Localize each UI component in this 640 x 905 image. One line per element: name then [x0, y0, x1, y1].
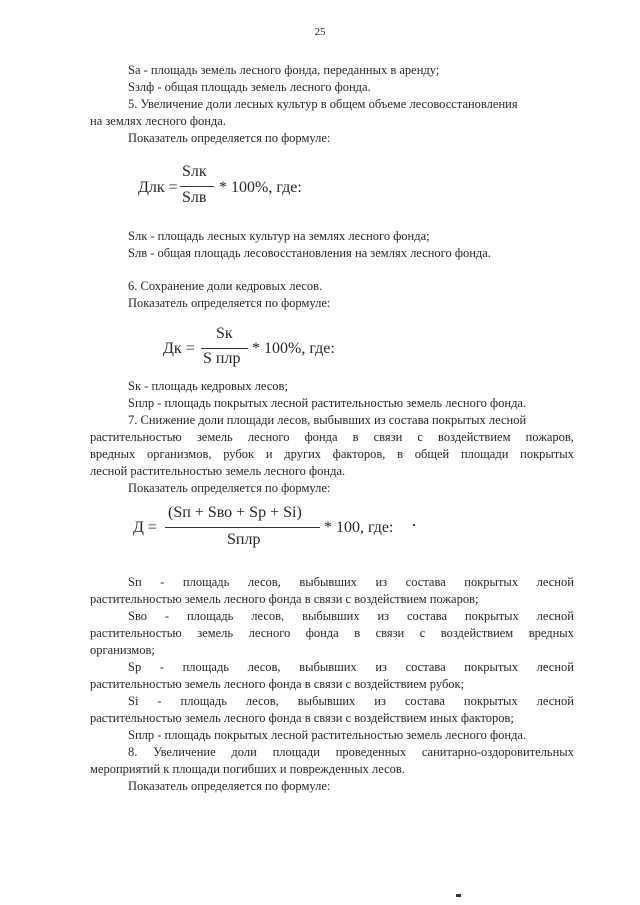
si-definition-line-2: растительностью земель лесного фонда в связи с воздействием иных факторов; [90, 711, 514, 725]
scan-mark [456, 894, 461, 897]
formula-dk-numerator: Sк [216, 325, 233, 342]
item-8-line-2: мероприятий к площади погибших и поврежденных лесов. [90, 762, 405, 776]
formula-dk-lhs: Дк = [163, 340, 195, 357]
item-7-line-3: вредных организмов, рубок и других факторов, в общей площади покрытых [90, 447, 574, 461]
slv-definition: Sлв - общая площадь лесовосстановления на землях лесного фонда. [128, 246, 491, 260]
formula-d-denominator: Sплр [227, 531, 261, 548]
svo-definition-line-2: растительностью земель лесного фонда в связи с воздействием вредных [90, 626, 574, 640]
formula-dk-denominator: S плр [203, 350, 241, 367]
page-number: 25 [314, 26, 326, 38]
formula-intro-4: Показатель определяется по формуле: [128, 779, 331, 793]
svo-definition-line-3: организмов; [90, 643, 155, 657]
slk-definition: Sлк - площадь лесных культур на землях лесного фонда; [128, 229, 430, 243]
item-8-line-1: 8. Увеличение доли площади проведенных санитарно-оздоровительных [128, 745, 574, 759]
formula-intro-2: Показатель определяется по формуле: [128, 296, 331, 310]
formula-dlk-fraction-bar [180, 186, 214, 187]
item-5-line-2: на землях лесного фонда. [90, 114, 226, 128]
item-7-line-1: 7. Снижение доли площади лесов, выбывших из состава покрытых лесной [128, 413, 527, 427]
formula-dlk-rhs: * 100%, где: [219, 179, 302, 196]
sk-definition: Sк - площадь кедровых лесов; [128, 379, 288, 393]
sa-definition: Sa - площадь земель лесного фонда, переданных в аренду; [128, 63, 440, 77]
formula-intro-3: Показатель определяется по формуле: [128, 481, 331, 495]
sr-definition-line-2: растительностью земель лесного фонда в связи с воздействием рубок; [90, 677, 465, 691]
splr-definition-2: Sплр - площадь покрытых лесной растительностью земель лесного фонда. [128, 728, 527, 742]
item-6: 6. Сохранение доли кедровых лесов. [128, 279, 323, 293]
si-definition-line-1: Si - площадь лесов, выбывших из состава покрытых лесной [128, 694, 574, 708]
stray-dot [413, 524, 415, 526]
sp-definition-line-2: растительностью земель лесного фонда в связи с воздействием пожаров; [90, 592, 479, 606]
formula-dk-fraction-bar [201, 348, 248, 349]
item-7-line-4: лесной растительностью земель лесного фонда. [90, 464, 346, 478]
formula-d-numerator: (Sп + Sво + Sр + Si) [168, 504, 302, 521]
formula-dk-rhs: * 100%, где: [252, 340, 335, 357]
szlf-definition: Sзлф - общая площадь земель лесного фонда. [128, 80, 371, 94]
formula-dlk-numerator: Sлк [182, 163, 207, 180]
formula-intro-1: Показатель определяется по формуле: [128, 131, 331, 145]
splr-definition-1: Sплр - площадь покрытых лесной растительностью земель лесного фонда. [128, 396, 527, 410]
item-7-line-2: растительностью земель лесного фонда в связи с воздействием пожаров, [90, 430, 574, 444]
formula-d-lhs: Д = [133, 519, 157, 536]
formula-d-fraction-bar [165, 527, 320, 528]
sp-definition-line-1: Sп - площадь лесов, выбывших из состава покрытых лесной [128, 575, 574, 589]
item-5-line-1: 5. Увеличение доли лесных культур в общем объеме лесовосстановления [128, 97, 518, 111]
formula-dlk-denominator: Sлв [182, 189, 207, 206]
formula-d-rhs: * 100, где: [324, 519, 394, 536]
sr-definition-line-1: Sр - площадь лесов, выбывших из состава покрытых лесной [128, 660, 574, 674]
formula-dlk-lhs: Длк = [138, 179, 178, 196]
svo-definition-line-1: Sво - площадь лесов, выбывших из состава покрытых лесной [128, 609, 574, 623]
